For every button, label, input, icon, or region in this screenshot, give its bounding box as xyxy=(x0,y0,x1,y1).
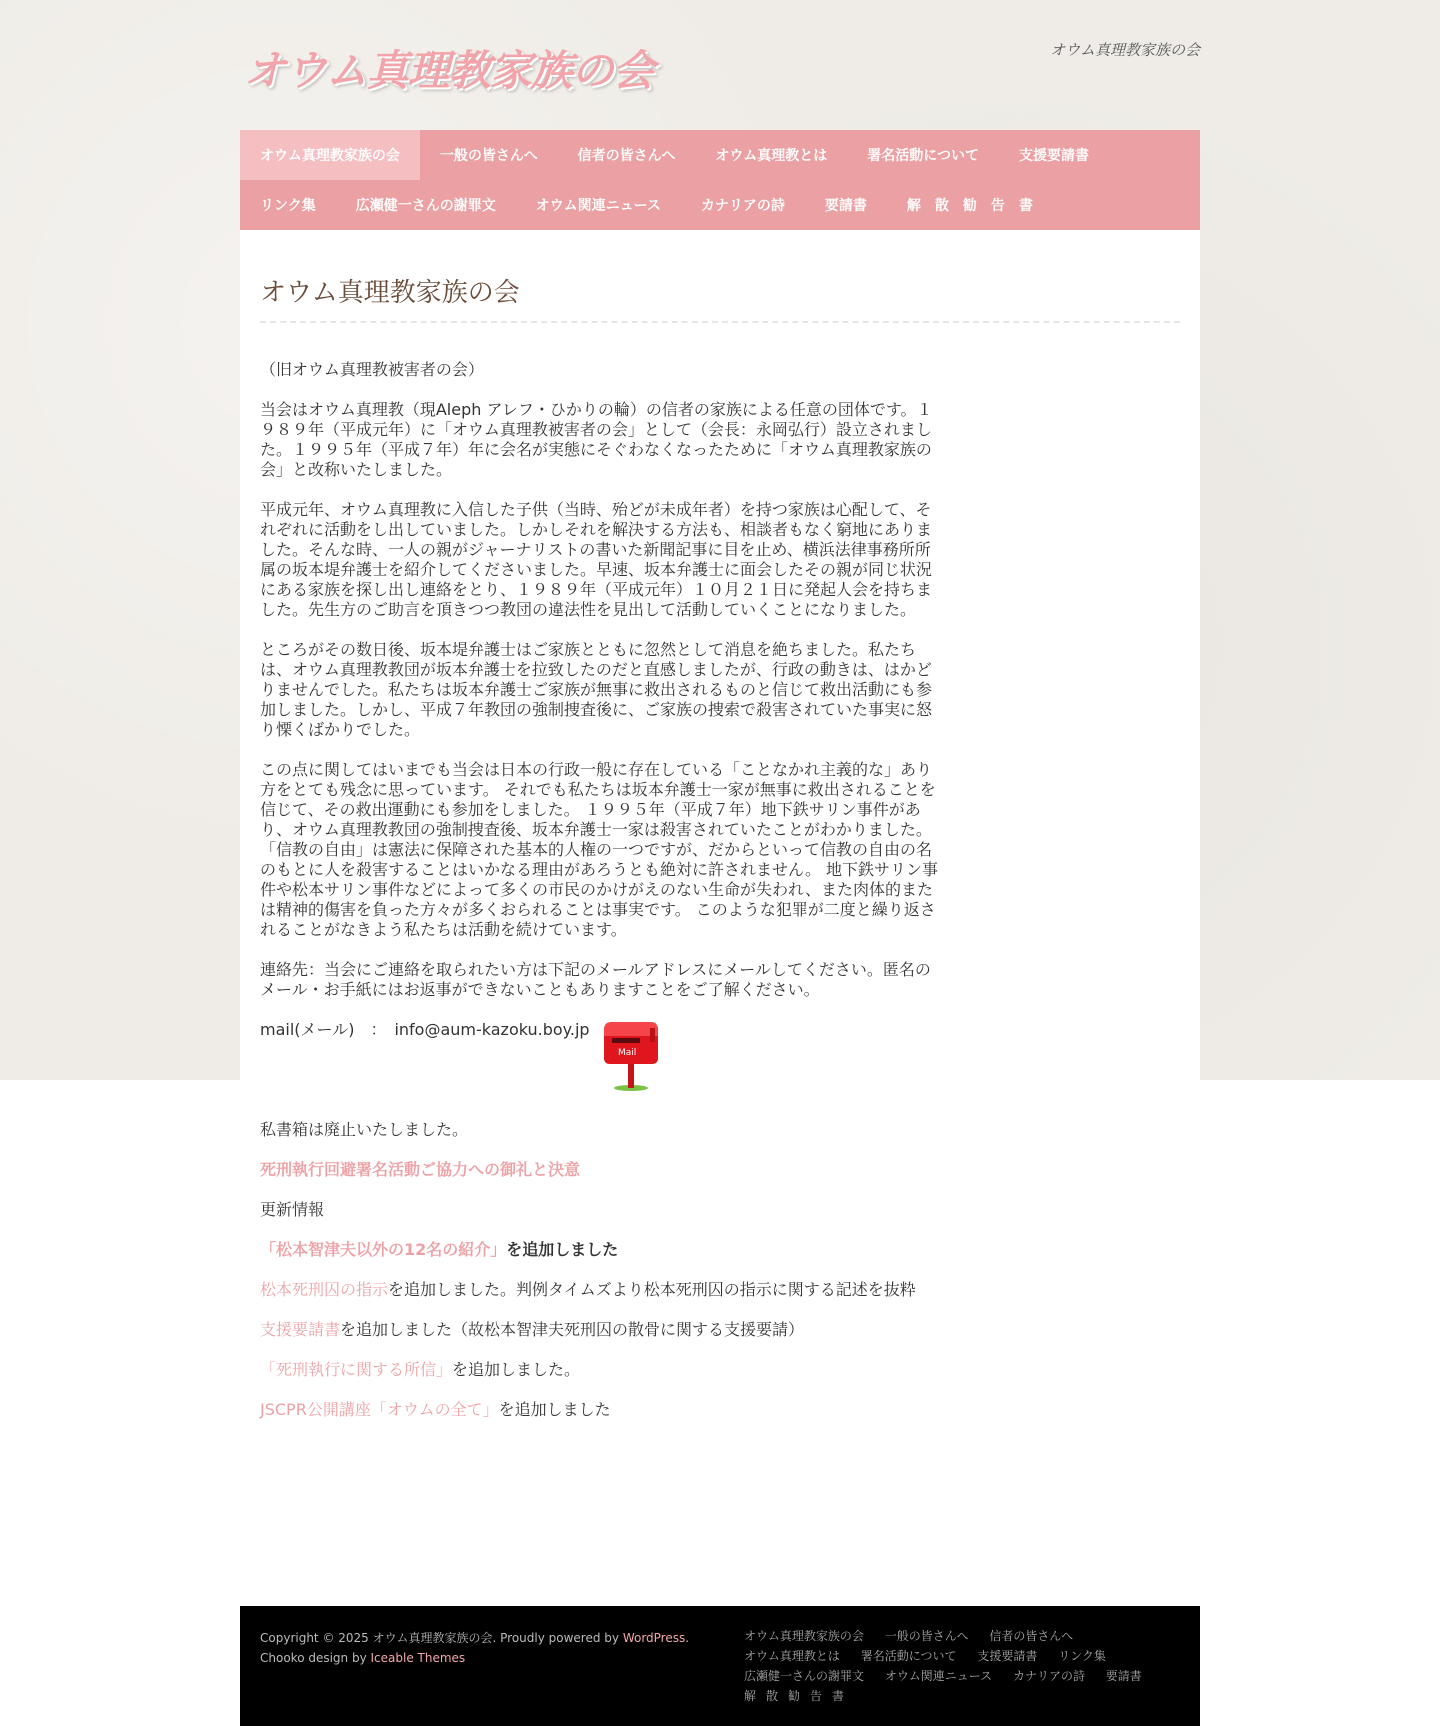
nav-item-support-request[interactable]: 支援要請書 xyxy=(1018,148,1089,164)
updates-heading: 更新情報 xyxy=(260,1200,325,1219)
update-1-text: を追加しました xyxy=(506,1240,619,1259)
update-3-link[interactable]: 支援要請書 xyxy=(260,1320,341,1339)
paragraph-1: 当会はオウム真理教（現Aleph アレフ・ひかりの輪）の信者の家族による任意の団体です。１９８９年（平成元年）に「オウム真理教被害者の会」として（会長：永岡弘行）設立されました。１９９５年（平成７年）年に会名が実態にそぐわなくなったために「オウム真理教家族の会」と改称いたしました。 xyxy=(260,400,933,479)
update-2-text: を追加しました。判例タイムズより松本死刑囚の指示に関する記述を抜粋 xyxy=(388,1280,916,1299)
nav-item-general-public[interactable]: 一般の皆さんへ xyxy=(439,148,538,164)
nav-item-dissolution-recommendation[interactable]: 解散勧告書 xyxy=(906,198,1047,214)
footer-credits xyxy=(260,1628,689,1668)
mail-address[interactable]: mail(メール) ： info@aum-kazoku.boy.jp xyxy=(260,1020,590,1039)
paragraph-4: この点に関してはいまでも当会は日本の行政一般に存在している「ことなかれ主義的な」あり方をとても残念に思っています。 それでも私たちは坂本弁護士一家が無事に救出されることを信じて、その救出運動にも参加をしました。 １９９５年（平成７年）地下鉄サリン事件があり、オウム真理教教団の強制捜査後、坂本弁護士一家は殺害されていたことがわかりました。 「信教の自由」は憲法に保障された基本的人権の一つですが、だからといって信教の自由の名のもとに人を殺害することはいかなる理由があろうとも絶対に許されません。 地下鉄サリン事件や松本サリン事件などによって多くの市民のかけがえのない生命が失われ、また肉体的または精神的傷害を負った方々が多くおられることは事実です。 このような犯罪が二度と繰り返されることがなきよう私たちは活動を続けています。 xyxy=(260,760,939,939)
footer-menu-item[interactable]: 署名活動について xyxy=(860,1649,957,1663)
nav-item-signature-campaign[interactable]: 署名活動について xyxy=(867,148,979,164)
design-by-text: Chooko design by xyxy=(260,1651,371,1665)
update-5 xyxy=(260,1400,940,1420)
footer-menu-item[interactable]: 信者の皆さんへ xyxy=(989,1629,1074,1643)
wordpress-link[interactable]: WordPress xyxy=(622,1631,686,1645)
update-4-text: を追加しました。 xyxy=(452,1360,581,1379)
main-content xyxy=(240,230,1200,1605)
footer-menu-item[interactable]: カナリアの詩 xyxy=(1012,1669,1085,1683)
footer-menu-item[interactable]: 支援要請書 xyxy=(977,1649,1038,1663)
nav-item-aum-news[interactable]: オウム関連ニュース xyxy=(535,198,661,214)
update-2-link[interactable]: 松本死刑囚の指示 xyxy=(260,1280,389,1299)
article-body xyxy=(260,360,940,1440)
update-2 xyxy=(260,1280,940,1300)
thanks-link[interactable]: 死刑執行回避署名活動ご協力への御礼と決意 xyxy=(260,1160,581,1179)
design-credit-line xyxy=(260,1648,689,1668)
update-5-link[interactable]: JSCPR公開講座「オウムの全て」 xyxy=(260,1400,499,1419)
po-box-notice: 私書箱は廃止いたしました。 xyxy=(260,1120,469,1139)
footer-menu-item[interactable]: 広瀬健一さんの謝罪文 xyxy=(744,1669,865,1683)
site-title[interactable]: オウム真理教家族の会 xyxy=(244,46,654,95)
update-4 xyxy=(260,1360,940,1380)
nav-item-about-aum[interactable]: オウム真理教とは xyxy=(715,148,828,164)
paragraph-3: ところがその数日後、坂本堤弁護士はご家族とともに忽然として消息を絶ちました。私たちは、オウム真理教教団が坂本弁護士を拉致したのだと直感しましたが、行政の動きは、はかどりませんでした。私たちは坂本弁護士ご家族が無事に救出されるものと信じて救出活動にも参加しました。しかし、平成７年教団の強制捜査後に、ご家族の捜索で殺害されていた事実に怒り慄くばかりでした。 xyxy=(260,640,933,739)
title-divider xyxy=(260,321,1180,323)
paragraph-2: 平成元年、オウム真理教に入信した子供（当時、殆どが未成年者）を持つ家族は心配して、それぞれに活動をし出していました。しかしそれを解決する方法も、相談者もなく窮地にありました。そんな時、一人の親がジャーナリストの書いた新聞記事に目を止め、横浜法律事務所所属の坂本堤弁護士を紹介してくださいました。早速、坂本弁護士に面会したその親が同じ状況にある家族を探し出し連絡をとり、１９８９年（平成元年）１０月２１日に発起人会を持ちました。先生方のご助言を頂きつつ教団の違法性を見出して活動していくことになりました。 xyxy=(260,500,933,619)
main-navigation xyxy=(240,130,1200,230)
footer-menu-item[interactable]: オウム真理教とは xyxy=(744,1649,840,1663)
intro-text: （旧オウム真理教被害者の会） xyxy=(260,360,484,379)
paragraph-5: 連絡先：当会にご連絡を取られたい方は下記のメールアドレスにメールしてください。匿名のメール・お手紙にはお返事ができないこともありますことをご了解ください。 xyxy=(260,960,931,999)
update-1-link[interactable]: 「松本智津夫以外の12名の紹介」 xyxy=(260,1240,507,1259)
nav-item-home[interactable]: オウム真理教家族の会 xyxy=(240,130,420,180)
mailbox-icon xyxy=(598,1018,664,1092)
update-4-link[interactable]: 「死刑執行に関する所信」 xyxy=(260,1360,453,1379)
footer-menu-item[interactable]: リンク集 xyxy=(1058,1649,1106,1663)
footer-menu-item[interactable]: 一般の皆さんへ xyxy=(884,1629,969,1643)
site-description: オウム真理教家族の会 xyxy=(1050,41,1200,59)
update-1 xyxy=(260,1240,940,1260)
nav-item-canary-poem[interactable]: カナリアの詩 xyxy=(700,198,785,214)
nav-item-request-letter[interactable]: 要請書 xyxy=(824,198,867,214)
mail-line xyxy=(260,1020,940,1120)
nav-item-hirose-apology[interactable]: 広瀬健一さんの謝罪文 xyxy=(355,198,496,214)
nav-row-2 xyxy=(240,180,1200,230)
thanks-link-line xyxy=(260,1160,940,1180)
footer-menu-item[interactable]: オウム関連ニュース xyxy=(884,1669,993,1683)
update-5-text: を追加しました xyxy=(498,1400,611,1419)
footer-menu xyxy=(744,1626,1184,1706)
mailbox-label: Mail xyxy=(617,1048,636,1058)
iceable-link[interactable]: Iceable Themes xyxy=(370,1651,466,1665)
update-3 xyxy=(260,1320,940,1340)
footer-menu-item[interactable]: 要請書 xyxy=(1105,1669,1142,1683)
copyright-period: . xyxy=(685,1631,690,1645)
nav-item-links[interactable]: リンク集 xyxy=(260,198,316,214)
site-footer xyxy=(240,1606,1200,1726)
page-title: オウム真理教家族の会 xyxy=(260,278,520,308)
footer-menu-item[interactable]: 解散勧告書 xyxy=(744,1689,855,1703)
update-3-text: を追加しました（故松本智津夫死刑囚の散骨に関する支援要請） xyxy=(340,1320,805,1339)
footer-menu-item[interactable]: オウム真理教家族の会 xyxy=(744,1629,864,1643)
copyright-line xyxy=(260,1628,689,1648)
nav-item-believers[interactable]: 信者の皆さんへ xyxy=(577,148,676,164)
nav-row-1 xyxy=(240,130,1200,180)
copyright-text: Copyright © 2025 オウム真理教家族の会. Proudly powered by xyxy=(260,1631,623,1645)
